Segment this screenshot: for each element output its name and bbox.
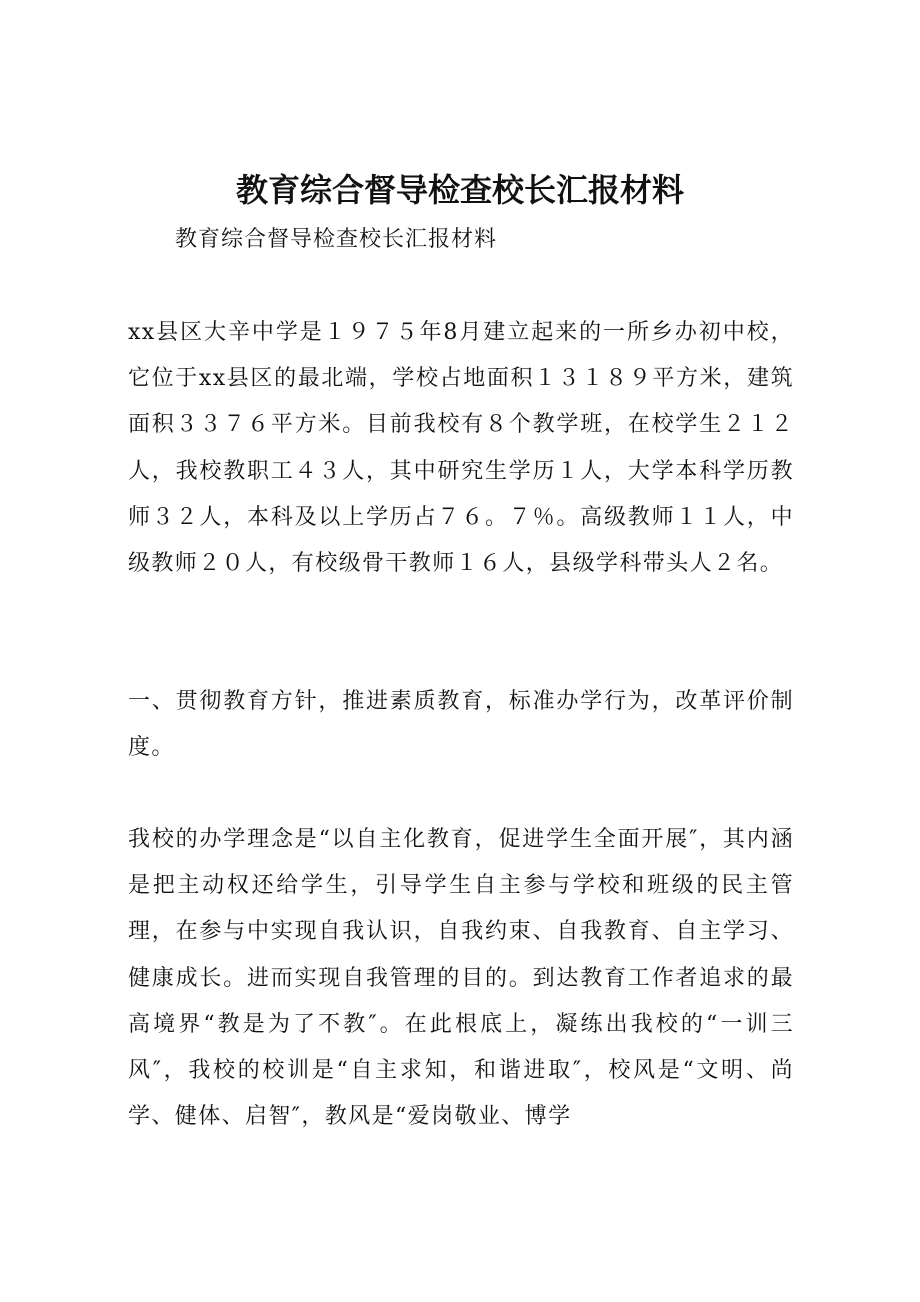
paragraph-section-heading: 一、贯彻教育方针，推进素质教育，标准办学行为，改革评价制度。 xyxy=(128,689,794,761)
document-subtitle: 教育综合督导检查校长汇报材料 xyxy=(175,227,498,252)
document-title: 教育综合督导检查校长汇报材料 xyxy=(235,171,684,209)
paragraph-school-overview: xx县区大辛中学是１９７５年8月建立起来的一所乡办初中校，它位于xx县区的最北端，学校占地面积１３１８９平方米，建筑面积３３７６平方米。目前我校有８个教学班，在校学生２１２人，我校教职工４３人，其中研究生学历１人，大学本科学历教师３２人，本科及以上学历占７６。７％。高级教师１１人，中级教师２０人，有校级骨干教师１６人，县级学科带头人２名。 xyxy=(128,320,794,577)
paragraph-school-philosophy: 我校的办学理念是“以自主化教育，促进学生全面开展″，其内涵是把主动权还给学生，引导学生自主参与学校和班级的民主管理，在参与中实现自我认识，自我约束、自我教育、自主学习、健康成长。进而实现自我管理的目的。到达教育工作者追求的最高境界“教是为了不教″。在此根底上，凝练出我校的“一训三风″，我校的校训是“自主求知，和谐进取″，校风是“文明、尚学、健体、启智″，教风是“爱岗敬业、博学 xyxy=(128,827,794,1130)
